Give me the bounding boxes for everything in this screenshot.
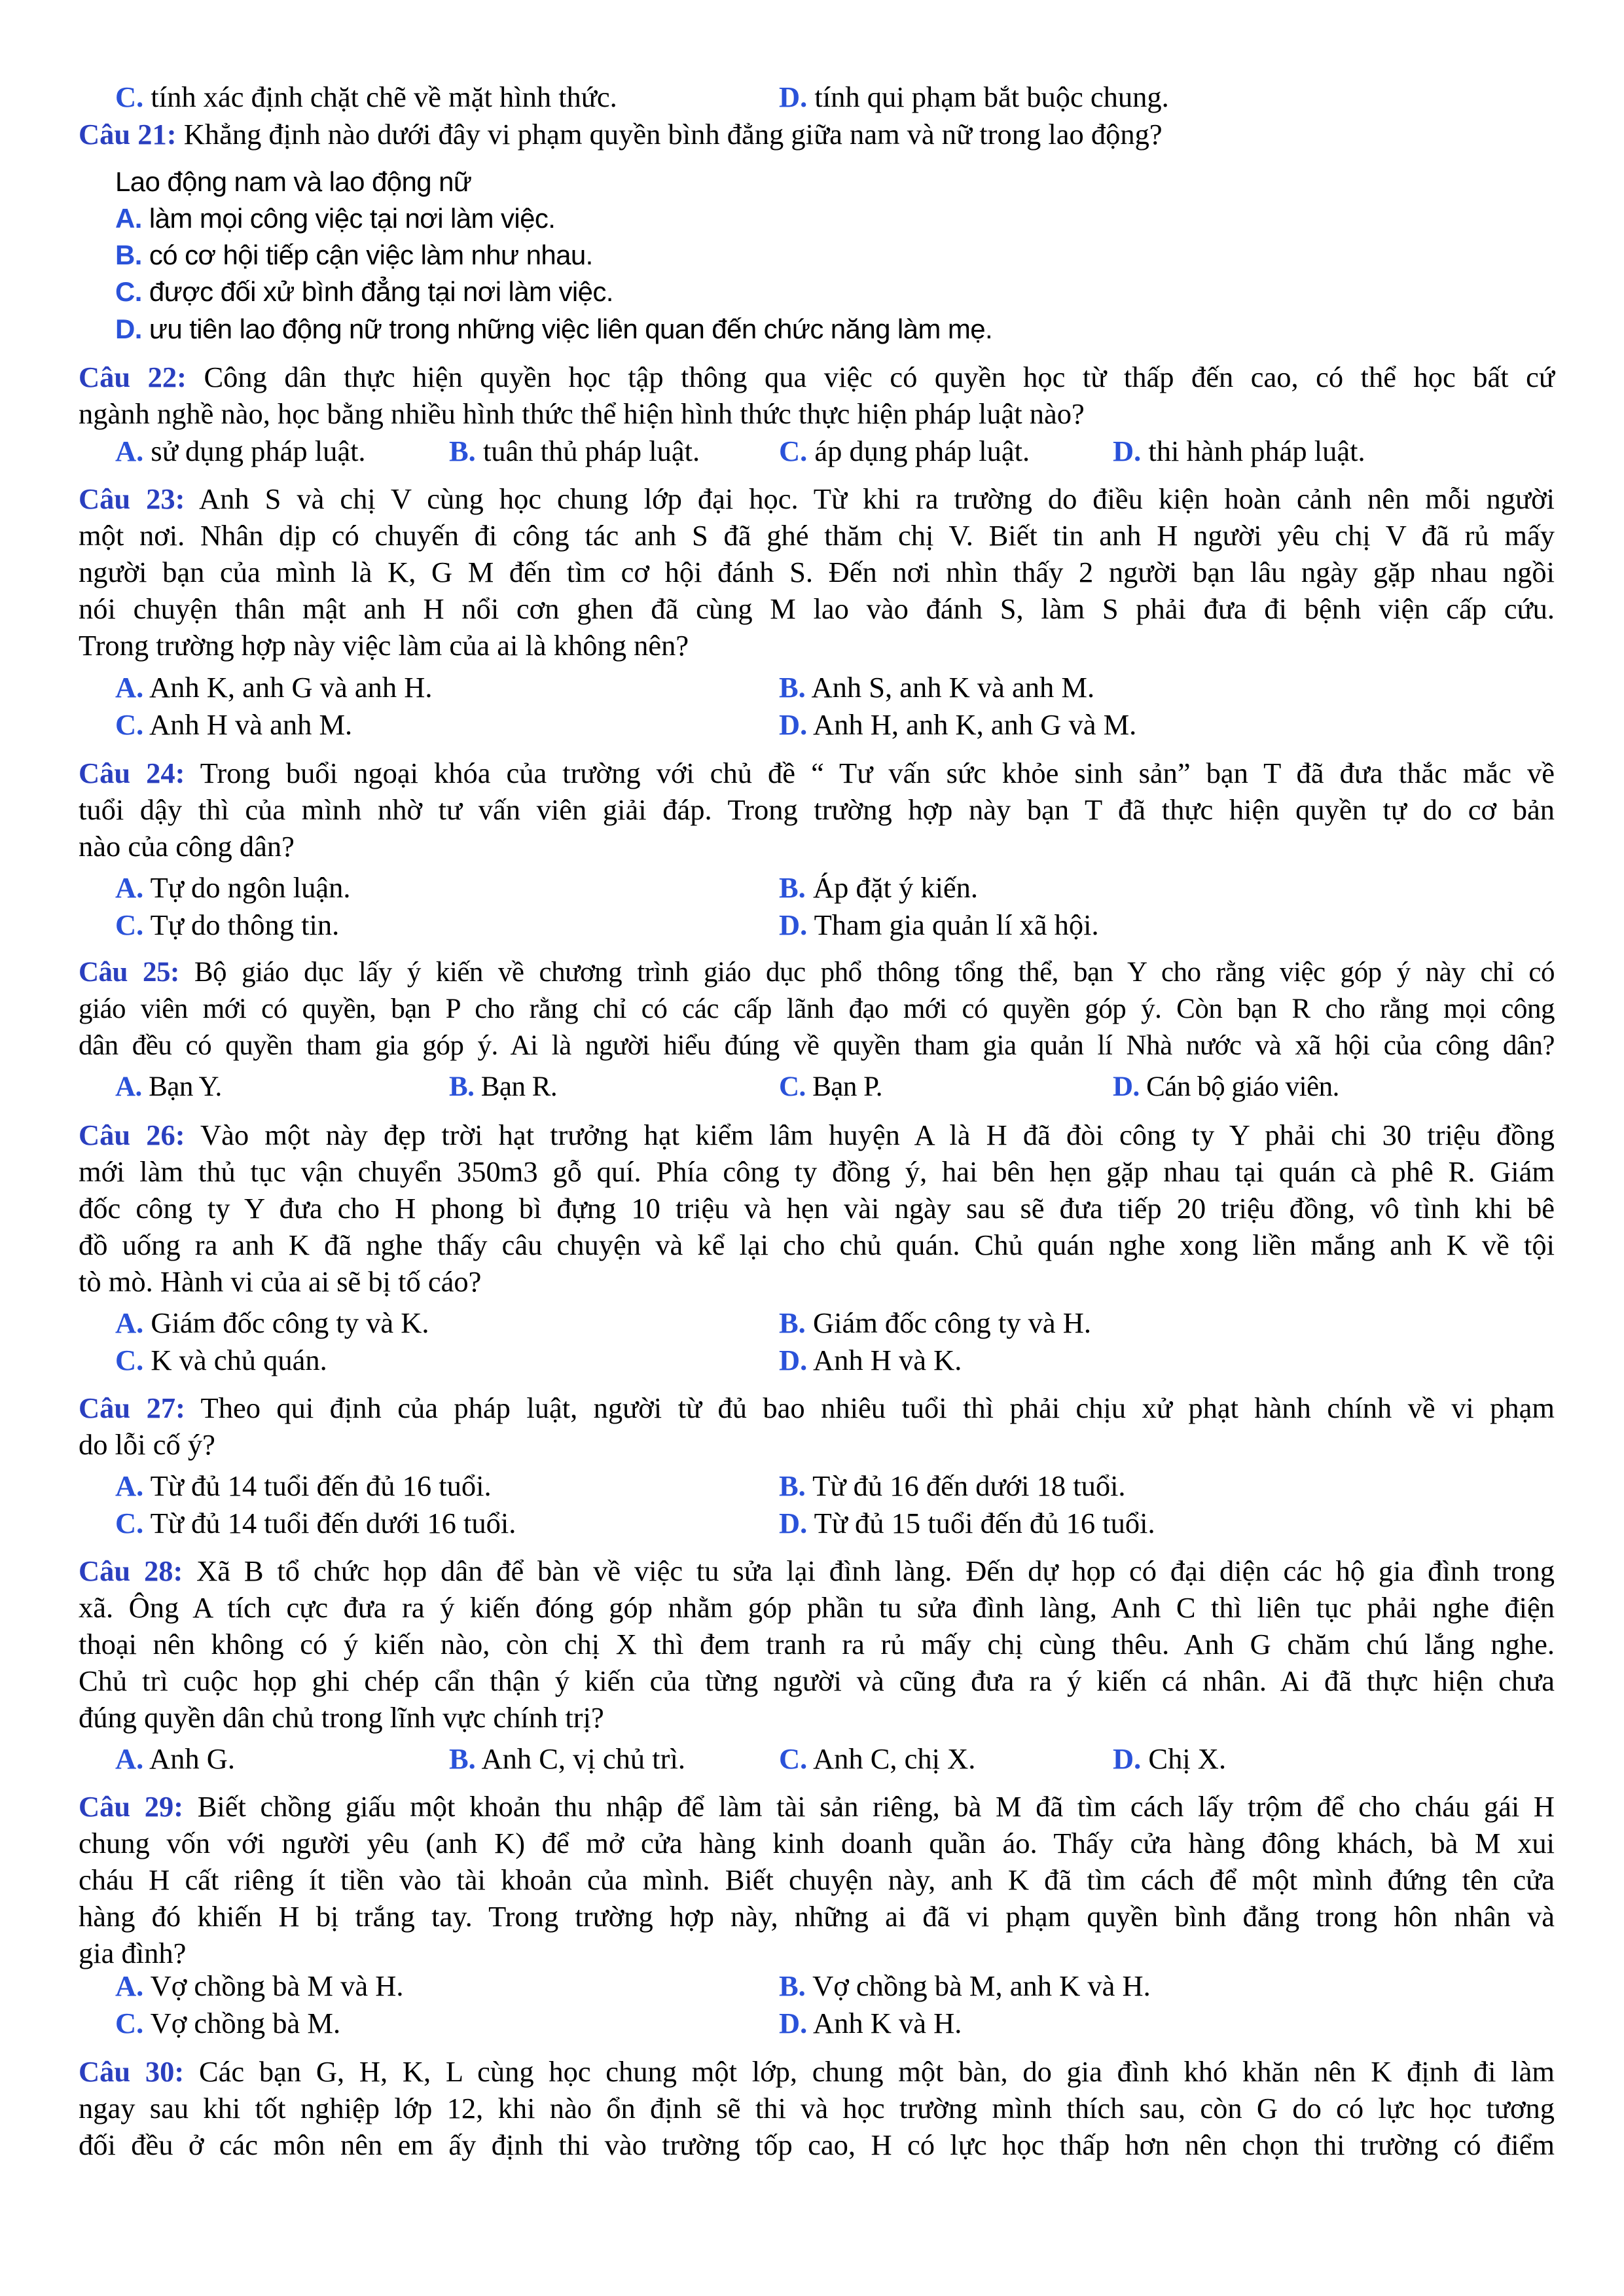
option-letter: B. [449, 1071, 475, 1102]
q28-stem-line-4: Chủ trì cuộc họp ghi chép cẩn thận ý kiến của từng người và cũng đưa ra ý kiến cá nhân. Ai đã thực hiện chưa [79, 1664, 1555, 1697]
question-label: Câu 28: [79, 1554, 183, 1587]
option-text: Anh S, anh K và anh M. [811, 671, 1095, 704]
option-text: Anh C, chị X. [812, 1742, 976, 1775]
option-letter: C. [115, 1507, 144, 1539]
option-letter: D. [779, 908, 808, 941]
question-label: Câu 30: [79, 2055, 185, 2088]
option-letter: D. [115, 314, 142, 344]
option-letter: B. [449, 435, 476, 467]
q23-option-d [779, 706, 1136, 743]
q29-option-c [115, 2005, 340, 2041]
q26-stem-line-4: đồ uống ra anh K đã nghe thấy câu chuyện và kể lại cho chủ quán. Chủ quán nghe xong liền mắng anh K về tội [79, 1229, 1555, 1261]
q28-option-b [449, 1740, 685, 1777]
option-letter: D. [1113, 435, 1142, 467]
q20-option-d [779, 79, 1169, 115]
question-text: Khẳng định nào dưới đây vi phạm quyền bình đẳng giữa nam và nữ trong lao động? [183, 118, 1163, 151]
q26-stem-line-5: tò mò. Hành vi của ai sẽ bị tố cáo? [79, 1265, 482, 1298]
q21-option-b [115, 237, 593, 274]
option-text: Cán bộ giáo viên. [1146, 1071, 1339, 1102]
option-text: Giám đốc công ty và K. [151, 1306, 429, 1339]
option-text: Bạn Y. [149, 1071, 222, 1102]
q27-option-a [115, 1467, 492, 1504]
option-text: Anh H, anh K, anh G và M. [812, 708, 1137, 741]
q29-stem-line-4: hàng đó khiến H bị trắng tay. Trong trường hợp này, những ai đã vi phạm quyền bình đẳng trong hôn nhân và [79, 1900, 1555, 1933]
option-text: Từ đủ 15 tuổi đến đủ 16 tuổi. [814, 1507, 1155, 1539]
q25-option-c [779, 1069, 882, 1105]
q29-option-d [779, 2005, 962, 2041]
option-text: Chị X. [1148, 1742, 1227, 1775]
q24-option-d [779, 906, 1099, 943]
q27-stem-line-2: do lỗi cố ý? [79, 1428, 215, 1461]
q24-stem-line-2: tuổi dậy thì của mình nhờ tư vấn viên giải đáp. Trong trường hợp này bạn T đã thực hiện quyền tự do cơ bản [79, 793, 1555, 826]
option-text: Tự do ngôn luận. [150, 871, 351, 904]
q25-option-b [449, 1069, 557, 1105]
q22-option-b [449, 433, 700, 469]
q21-option-d [115, 311, 992, 348]
option-letter: B. [115, 240, 142, 270]
option-letter: B. [779, 1969, 806, 2002]
option-letter: B. [779, 1469, 806, 1502]
q23-stem-line-1 [79, 480, 1555, 517]
q24-stem-line-1 [79, 755, 1555, 791]
option-letter: D. [779, 1507, 808, 1539]
q26-stem-line-3: đốc công ty Y đưa cho H phong bì đựng 10 triệu và hẹn vài ngày sau sẽ đưa tiếp 20 triệu đồng, vô tình khi bê [79, 1192, 1555, 1225]
question-text: Công dân thực hiện quyền học tập thông qua việc có quyền học từ thấp đến cao, có thể học bất cứ [204, 361, 1555, 393]
option-text: Bạn R. [480, 1071, 558, 1102]
q22-option-d [1113, 433, 1365, 469]
q29-stem-line-5: gia đình? [79, 1937, 187, 1969]
q25-stem-line-3: dân đều có quyền tham gia góp ý. Ai là người hiểu đúng về quyền tham gia quản lí Nhà nước và xã hội của công dân? [79, 1030, 1555, 1061]
q29-option-a [115, 1967, 403, 2004]
q21-option-c [115, 274, 613, 310]
q23-option-b [779, 669, 1094, 706]
option-text: Tự do thông tin. [150, 908, 340, 941]
option-text: Từ đủ 14 tuổi đến dưới 16 tuổi. [150, 1507, 516, 1539]
option-letter: D. [779, 2007, 808, 2039]
q26-stem-line-2: mới làm thủ tục vận chuyển 350m3 gỗ quí. Phía công ty đồng ý, hai bên hẹn gặp nhau tại quán cà phê R. Giám [79, 1155, 1555, 1188]
option-letter: A. [115, 435, 144, 467]
q23-stem-line-4: nói chuyện thân mật anh H nổi cơn ghen đã cùng M lao vào đánh S, làm S phải đưa đi bệnh viện cấp cứu. [79, 592, 1555, 625]
option-letter: D. [1113, 1742, 1142, 1775]
q24-option-a [115, 869, 351, 906]
option-text: Giám đốc công ty và H. [812, 1306, 1092, 1339]
option-letter: C. [779, 435, 808, 467]
option-text: có cơ hội tiếp cận việc làm như nhau. [149, 240, 593, 270]
option-text: Anh H và K. [812, 1344, 962, 1376]
question-label: Câu 29: [79, 1790, 184, 1823]
option-text: K và chủ quán. [151, 1344, 327, 1376]
q25-stem-line-2: giáo viên mới có quyền, bạn P cho rằng chỉ có các cấp lãnh đạo mới có quyền góp ý. Còn bạn R cho rằng mọi công [79, 994, 1555, 1024]
q22-option-a [115, 433, 366, 469]
option-letter: A. [115, 1469, 144, 1502]
option-letter: A. [115, 1969, 144, 2002]
option-letter: B. [779, 1306, 806, 1339]
q22-stem-line-1 [79, 359, 1555, 395]
q21-intro: Lao động nam và lao động nữ [115, 166, 472, 197]
q23-stem-line-2: một nơi. Nhân dịp có chuyến đi công tác anh S đã ghé thăm chị V. Biết tin anh H người yêu chị V đã rủ mấy [79, 519, 1555, 552]
question-label: Câu 26: [79, 1119, 185, 1151]
option-text: Vợ chồng bà M và H. [150, 1969, 404, 2002]
option-letter: A. [115, 1306, 144, 1339]
question-text: Bộ giáo dục lấy ý kiến về chương trình giáo dục phổ thông tổng thể, bạn Y cho rằng việc góp ý này chỉ có [194, 957, 1555, 988]
q23-option-c [115, 706, 352, 743]
q28-stem-line-5: đúng quyền dân chủ trong lĩnh vực chính trị? [79, 1701, 604, 1734]
q27-option-b [779, 1467, 1126, 1504]
option-text: Áp đặt ý kiến. [812, 871, 979, 904]
option-letter: B. [779, 671, 806, 704]
q29-option-b [779, 1967, 1151, 2004]
q26-stem-line-1 [79, 1117, 1555, 1153]
q25-option-a [115, 1069, 222, 1105]
q22-stem-line-2: ngành nghề nào, học bằng nhiều hình thức thể hiện hình thức thực hiện pháp luật nào? [79, 397, 1085, 430]
q28-stem-line-3: thoại nên không có ý kiến nào, còn chị X thì đem tranh ra rủ mấy chị cùng thêu. Anh G chăm chú lắng nghe. [79, 1628, 1555, 1660]
question-text: Anh S và chị V cùng học chung lớp đại học. Từ khi ra trường do điều kiện hoàn cảnh nên mỗi người [199, 482, 1555, 515]
q30-stem-line-3: đối đều ở các môn nên em ấy định thi vào trường tốp cao, H có lực học thấp hơn nên chọn thi trường có điểm [79, 2128, 1555, 2161]
option-text: làm mọi công việc tại nơi làm việc. [149, 203, 556, 234]
question-text: Trong buổi ngoại khóa của trường với chủ đề “ Tư vấn sức khỏe sinh sản” bạn T đã đưa thắc mắc về [200, 757, 1555, 789]
option-letter: C. [779, 1742, 808, 1775]
option-text: tuân thủ pháp luật. [482, 435, 700, 467]
q21-stem [79, 116, 1163, 152]
question-text: Xã B tổ chức họp dân để bàn về việc tu sửa lại đình làng. Đến dự họp có đại diện các hộ gia đình trong [196, 1554, 1555, 1587]
q26-option-b [779, 1304, 1091, 1341]
q23-stem-line-5: Trong trường hợp này việc làm của ai là không nên? [79, 629, 689, 662]
option-letter: C. [115, 81, 144, 113]
option-letter: A. [115, 671, 144, 704]
question-text: Các bạn G, H, K, L cùng học chung một lớp, chung một bàn, do gia đình khó khăn nên K định đi làm [198, 2055, 1555, 2088]
q29-stem-line-1 [79, 1788, 1555, 1825]
q30-stem-line-1 [79, 2053, 1555, 2090]
q30-stem-line-2: ngay sau khi tốt nghiệp lớp 12, khi nào ổn định sẽ thi và học trường mình thích sau, còn G do có lực học tương [79, 2092, 1555, 2125]
option-text: thi hành pháp luật. [1148, 435, 1365, 467]
option-text: Anh K, anh G và anh H. [149, 671, 433, 704]
option-text: tính xác định chặt chẽ về mặt hình thức. [151, 81, 617, 113]
q25-stem-line-1 [79, 954, 1555, 991]
option-text: Vợ chồng bà M, anh K và H. [812, 1969, 1151, 2002]
q23-option-a [115, 669, 433, 706]
option-letter: A. [115, 1742, 144, 1775]
option-letter: C. [115, 276, 142, 307]
q24-option-b [779, 869, 978, 906]
q28-option-a [115, 1740, 235, 1777]
question-label: Câu 25: [79, 957, 179, 988]
q26-option-c [115, 1342, 327, 1378]
q24-stem-line-3: nào của công dân? [79, 830, 295, 863]
question-text: Vào một này đẹp trời hạt trưởng hạt kiểm lâm huyện A là H đã đòi công ty Y phải chi 30 triệu đồng [200, 1119, 1555, 1151]
q28-option-c [779, 1740, 975, 1777]
option-text: Anh K và H. [812, 2007, 962, 2039]
q29-stem-line-2: chung vốn với người yêu (anh K) để mở cửa hàng kinh doanh quần áo. Thấy cửa hàng đông khách, bà M xui [79, 1827, 1555, 1859]
option-letter: C. [779, 1071, 806, 1102]
question-label: Câu 23: [79, 482, 185, 515]
q23-stem-line-3: người bạn của mình là K, G M đến tìm cơ hội đánh S. Đến nơi nhìn thấy 2 người bạn lâu ngày gặp nhau ngồi [79, 556, 1555, 588]
option-text: ưu tiên lao động nữ trong những việc liên quan đến chức năng làm mẹ. [149, 314, 993, 344]
q28-stem-line-1 [79, 1552, 1555, 1589]
option-text: Tham gia quản lí xã hội. [814, 908, 1099, 941]
option-text: Từ đủ 14 tuổi đến đủ 16 tuổi. [150, 1469, 492, 1502]
option-letter: D. [779, 1344, 808, 1376]
q27-option-d [779, 1505, 1155, 1541]
option-text: Bạn P. [812, 1071, 882, 1102]
q25-option-d [1113, 1069, 1339, 1105]
option-letter: C. [115, 708, 144, 741]
option-text: Vợ chồng bà M. [150, 2007, 341, 2039]
option-letter: C. [115, 1344, 144, 1376]
q21-option-a [115, 200, 555, 237]
question-label: Câu 24: [79, 757, 185, 789]
option-text: tính qui phạm bắt buộc chung. [814, 81, 1169, 113]
q22-option-c [779, 433, 1030, 469]
question-label: Câu 27: [79, 1391, 185, 1424]
option-letter: B. [449, 1742, 476, 1775]
question-label: Câu 21: [79, 118, 177, 151]
option-text: áp dụng pháp luật. [814, 435, 1030, 467]
option-letter: A. [115, 203, 142, 234]
question-label: Câu 22: [79, 361, 187, 393]
question-text: Biết chồng giấu một khoản thu nhập để làm tài sản riêng, bà M đã tìm cách lấy trộm để cho cháu gái H [197, 1790, 1555, 1823]
option-letter: B. [779, 871, 806, 904]
option-letter: C. [115, 908, 144, 941]
q28-stem-line-2: xã. Ông A tích cực đưa ra ý kiến đóng góp nhằm góp phần tu sửa đình làng, Anh C thì liên tục phải nghe điện [79, 1591, 1555, 1624]
q26-option-a [115, 1304, 429, 1341]
option-text: được đối xử bình đẳng tại nơi làm việc. [149, 276, 613, 307]
option-letter: A. [115, 1071, 142, 1102]
option-text: Từ đủ 16 đến dưới 18 tuổi. [812, 1469, 1126, 1502]
q29-stem-line-3: cháu H cất riêng ít tiền vào tài khoản của mình. Biết chuyện này, anh K đã tìm cách để một mình đứng tên cửa [79, 1863, 1555, 1896]
option-text: sử dụng pháp luật. [151, 435, 366, 467]
q20-option-c [115, 79, 617, 115]
q27-stem-line-1 [79, 1390, 1555, 1426]
q27-option-c [115, 1505, 516, 1541]
option-text: Anh G. [149, 1742, 235, 1775]
q28-option-d [1113, 1740, 1226, 1777]
option-letter: A. [115, 871, 144, 904]
option-letter: D. [779, 81, 808, 113]
option-letter: D. [1113, 1071, 1140, 1102]
q24-option-c [115, 906, 339, 943]
option-text: Anh C, vị chủ trì. [481, 1742, 685, 1775]
q26-option-d [779, 1342, 962, 1378]
option-text: Anh H và anh M. [149, 708, 353, 741]
option-letter: C. [115, 2007, 144, 2039]
option-letter: D. [779, 708, 808, 741]
question-text: Theo qui định của pháp luật, người từ đủ bao nhiêu tuổi thì phải chịu xử phạt hành chính về vi phạm [200, 1391, 1555, 1424]
